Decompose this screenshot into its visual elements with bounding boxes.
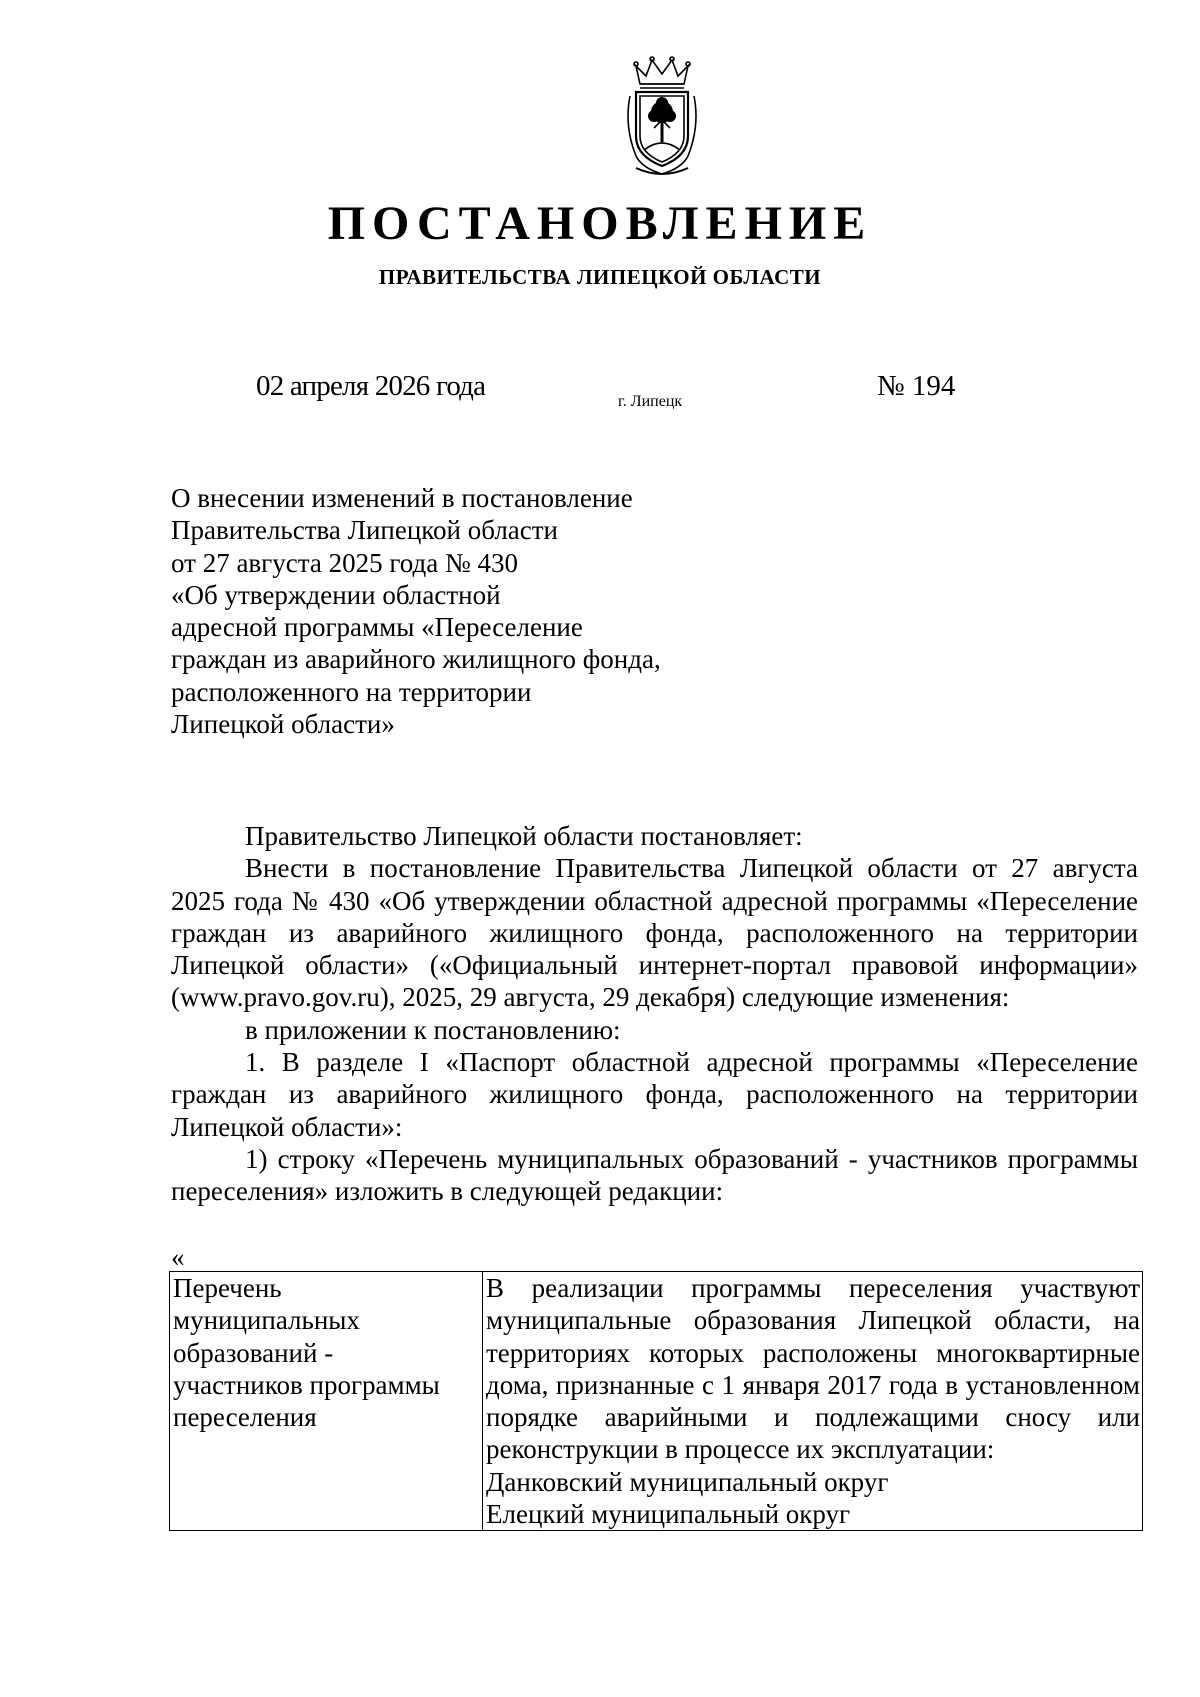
coat-of-arms-icon <box>622 56 702 180</box>
heading-line: от 27 августа 2025 года № 430 <box>171 547 518 578</box>
issuer-subtitle: ПРАВИТЕЛЬСТВА ЛИПЕЦКОЙ ОБЛАСТИ <box>378 265 822 289</box>
document-city: г. Липецк <box>618 393 683 410</box>
body-paragraph: Внести в постановление Правительства Липецкой области от 27 августа 2025 года № 430 «Об утверждении областной адресной программы «Переселение граждан из аварийного жилищного фонда, расположенного на территории Липецкой области» («Официальный интернет-портал правовой информации» (www.pravo.gov.ru), 2025, 29 августа, 29 декабря) следующие изменения: <box>171 853 1138 1013</box>
table-cell-label <box>170 1272 483 1531</box>
document-heading <box>171 482 731 740</box>
label-line: участников программы <box>173 1369 440 1400</box>
heading-line: адресной программы «Переселение <box>171 612 583 643</box>
body-paragraph: 1. В разделе I «Паспорт областной адресной программы «Переселение граждан из аварийного жилищного фонда, расположенного на территории Липецкой области»: <box>171 1047 1138 1142</box>
quote-open-mark: « <box>171 1242 185 1272</box>
body-paragraph: Правительство Липецкой области постановляет: <box>245 821 803 851</box>
heading-line: расположенного на территории <box>171 676 532 707</box>
heading-line: О внесении изменений в постановление <box>171 483 633 513</box>
table-row <box>170 1272 1143 1531</box>
list-item: Данковский муниципальный округ <box>486 1466 889 1497</box>
list-item: Елецкий муниципальный округ <box>486 1499 851 1530</box>
document-type-title: ПОСТАНОВЛЕНИЕ <box>327 197 873 250</box>
label-line: образований - <box>173 1337 334 1368</box>
table-cell-value <box>483 1272 1143 1531</box>
heading-line: граждан из аварийного жилищного фонда, <box>171 644 661 675</box>
label-line: муниципальных <box>173 1305 360 1336</box>
label-line: Перечень <box>173 1273 282 1303</box>
body-paragraph: в приложении к постановлению: <box>245 1014 621 1045</box>
document-date: 02 апреля 2026 года <box>256 370 486 402</box>
document-body <box>171 820 1138 1208</box>
label-line: переселения <box>173 1402 317 1433</box>
heading-line: «Об утверждении областной <box>171 579 501 610</box>
amendment-table <box>169 1271 1143 1531</box>
document-number: № 194 <box>877 370 956 402</box>
heading-line: Правительства Липецкой области <box>171 515 559 546</box>
value-text: В реализации программы переселения участвуют муниципальные образования Липецкой области, на территориях которых расположены многоквартирные дома, признанные с 1 января 2017 года в установленном порядке аварийными и подлежащими сносу или реконструкции в процессе их эксплуатации: <box>486 1273 1140 1465</box>
body-paragraph: 1) строку «Перечень муниципальных образований - участников программы переселения» изложить в следующей редакции: <box>171 1143 1138 1207</box>
heading-line: Липецкой области» <box>171 709 395 740</box>
